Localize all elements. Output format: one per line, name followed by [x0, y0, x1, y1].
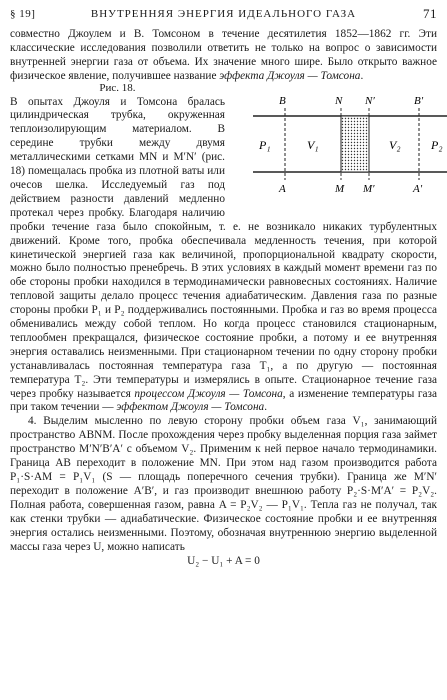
joule-thomson-effect-term-2: эффектом Джоуля — Томсона [116, 401, 265, 414]
chapter-title: ВНУТРЕННЯЯ ЭНЕРГИЯ ИДЕАЛЬНОГО ГАЗА [90, 8, 357, 20]
paragraph-1: совместно Джоулем и В. Томсоном в течение десятилетия 1852—1862 гг. Эти классические исследования позволили ответить не только на вопрос о зависимости внутренней энергии газа от объема. Их значение много шире. Было открыто важное физическое явление, получившее название эффекта Джоуля — Томсона. [10, 28, 437, 82]
label-mp: M′ [363, 182, 375, 195]
label-p1: P₁ [259, 137, 271, 152]
joule-thomson-effect-term: эффекта Джоуля — Томсона [219, 69, 361, 82]
joule-thomson-process-term: процессом Джоуля — Томсона [134, 387, 283, 400]
energy-equation: U₂ − U₁ + A = 0 [187, 555, 260, 568]
label-p2: P₂ [431, 137, 443, 152]
page-body: совместно Джоулем и В. Томсоном в течение десятилетия 1852—1862 гг. Эти классические исследования позволили ответить не только на вопрос о зависимости внутренней энергии газа от объема. Их значение много шире. Было открыто важное физическое явление, получившее название эффекта Джоуля — Томсона. B N N′ B′ P₁ V₁ V₂ P₂ A M M′ A′ Рис. 18. В опытах Джоуля и Томсона бралась цилиндрическая трубка, окруженная теплоизолирующим материалом. В середине трубки между двумя металлическими сетками MN и M′N′ (рис. 18) помещалась пробка из плотной ваты или очесов шелка. Исследуемый газ под действием разности давлений медленно протекал через пробку. Благодаря наличию пробки течение газа было спокойным, т. е. не возникало никаких турбулентных движений. Кроме того, пробка обеспечивала медленность течения, при которой кинетической энергией газа как величиной, пропорциональной квадрату скорости, можно было полностью пренебречь. В этих условиях в каждый момент времени газ по обе стороны пробки находился в термодинамически равновесных состояниях. Наличие тепловой защиты делало процесс течения адиабатическим. Давления газа по разные стороны пробки P₁ и P₂ поддерживались постоянными. Пробка и газ во время процесса обменивались между собой теплом. Но когда процесс становился стационарным, теплообмен прекращался, физическое состояние пробки, а потому и ее внутренняя энергия оставались неизменными. При стационарном течении по одну сторону пробки устанавливалась постоянная температура газа T₁, а по другую — постоянная температура T₂. Эти температуры и измерялись в опыте. Стационарное течение газа через пробку называется процессом Джоуля — Томсона, а изменение температуры газа при таком течении — эффектом Джоуля — Томсона. 4. Выделим мысленно по левую сторону пробки объем газа V₁, занимающий пространство ABNM. После прохождения через пробку выделенная порция газа займет пространство M′N′B′A′ с объемом V₂. Применим к ней первое начало термодинамики. Граница AB переходит в положение MN. При этом над газом производится работа P₁·S·AM = P₁V₁ (S — площадь поперечного сечения трубки). Граница же M′N′ переходит в положение A′B′, и газ производит внешнюю работу P₂·S·M′A′ = P₂V₂. Полная работа, совершенная газом, равна A = P₂V₂ — P₁V₁. Тепла газ не получал, так как стенки трубки — адиабатические. Физическое состояние пробки и ее внутренняя энергия остались неизменными. Поэтому, обозначая внутреннюю энергию выделенной массы газа через U, можно написать U₂ − U₁ + A = 0 [10, 28, 437, 569]
figure-caption: Рис. 18. [99, 81, 136, 94]
label-v2: V₂ [389, 137, 401, 152]
tube-diagram [251, 90, 447, 196]
page-number: 71 [423, 6, 437, 21]
porous-plug [341, 116, 369, 172]
paragraph-3: 4. Выделим мысленно по левую сторону пробки объем газа V₁, занимающий пространство ABNM. После прохождения через пробку выделенная порция газа займет пространство M′N′B′A′ с объемом V₂. Применим к ней первое начало термодинамики. Граница AB переходит в положение MN. При этом над газом производится работа P₁·S·AM = P₁V₁ (S — площадь поперечного сечения трубки). Граница же M′N′ переходит в положение A′B′, и газ производит внешнюю работу P₂·S·M′A′ = P₂V₂. Полная работа, совершенная газом, равна A = P₂V₂ — P₁V₁. Тепла газ не получал, так как стенки трубки — адиабатические. Физическое состояние пробки и ее внутренняя энергия остались неизменными. Поэтому, обозначая внутреннюю энергию выделенной массы газа через U, можно написать [10, 415, 437, 553]
label-m: M [335, 182, 345, 195]
label-bp: B′ [414, 94, 424, 107]
label-v1: V₁ [307, 137, 319, 152]
figure-18 [233, 90, 443, 208]
label-b: B [279, 94, 286, 107]
label-n: N [335, 94, 343, 107]
label-ap: A′ [413, 182, 423, 195]
running-header [10, 6, 437, 22]
section-marker: § 19] [10, 8, 36, 20]
label-np: N′ [365, 94, 375, 107]
label-a: A [279, 182, 286, 195]
